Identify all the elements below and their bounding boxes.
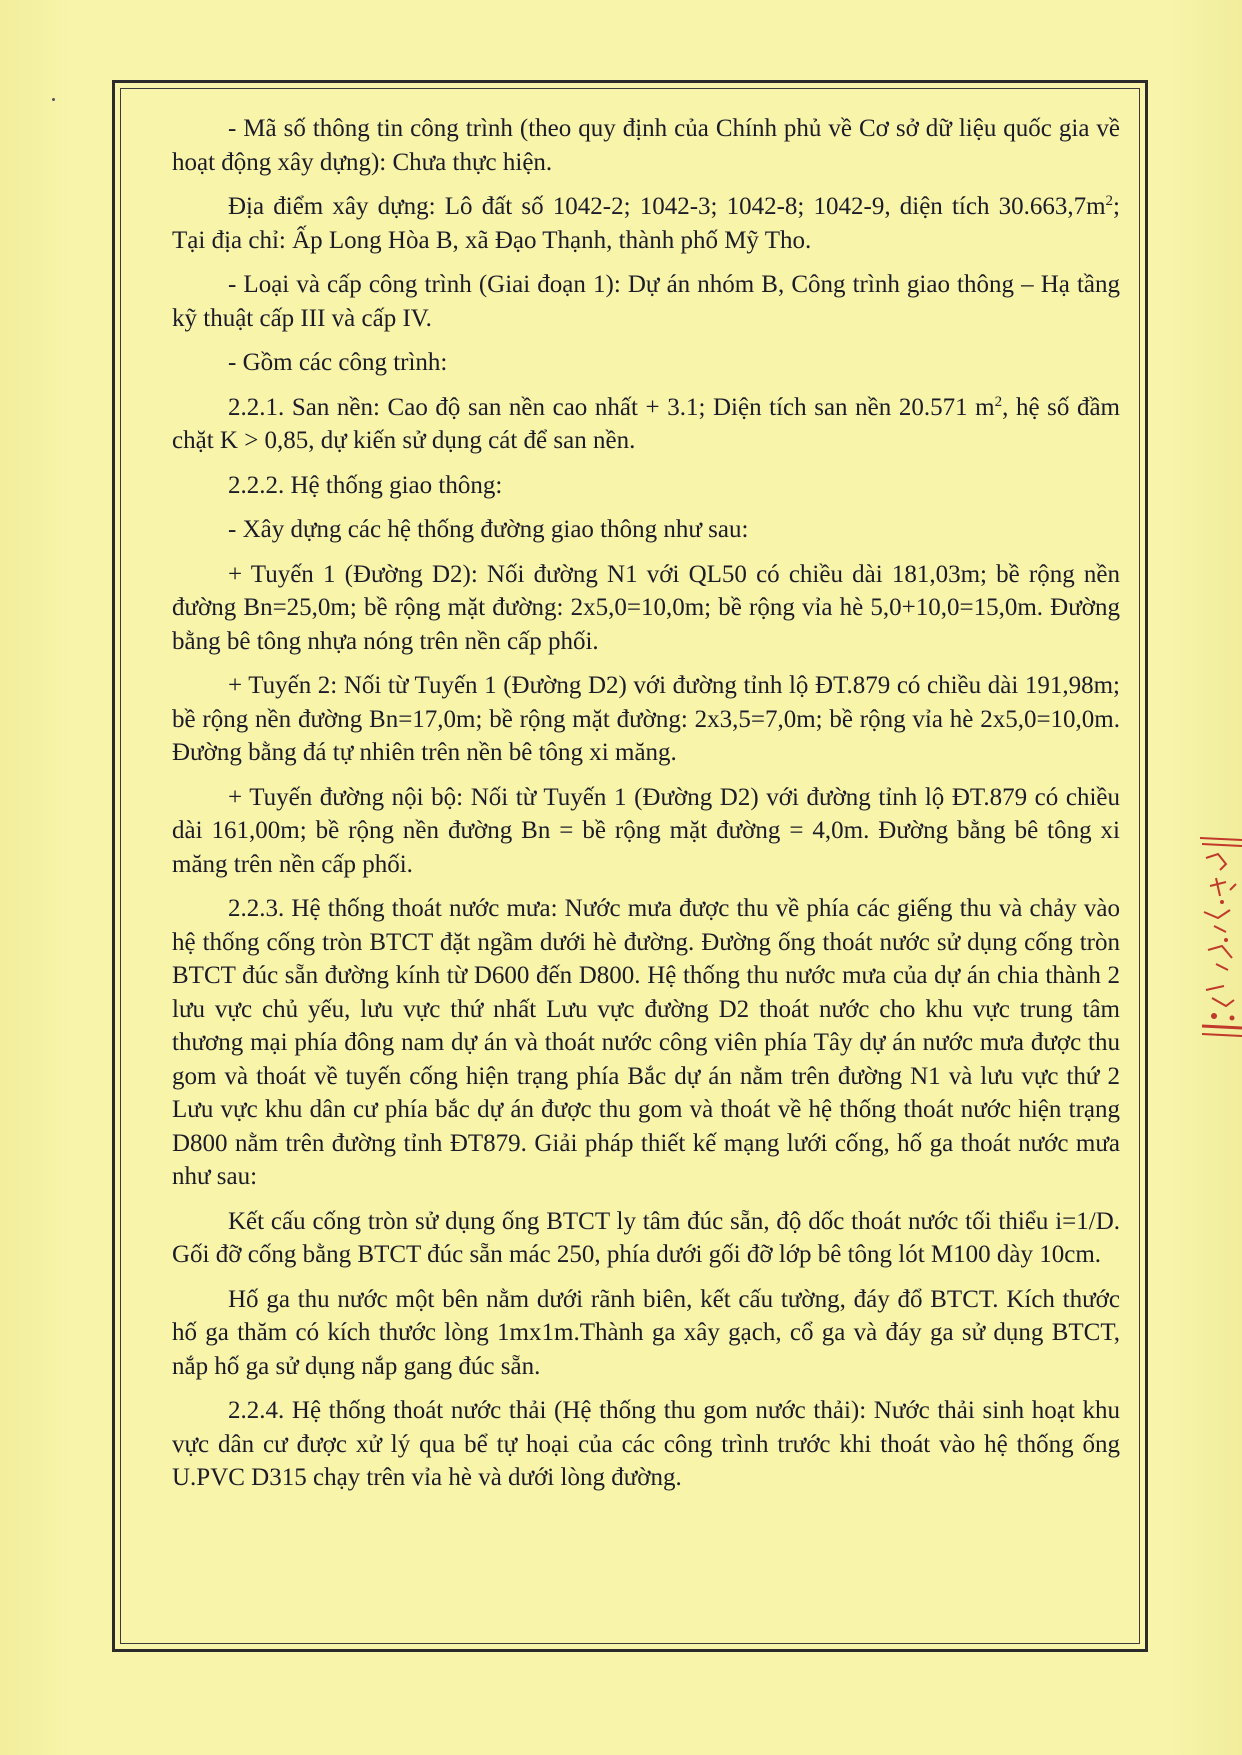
paragraph-project-code: - Mã số thông tin công trình (theo quy định của Chính phủ về Cơ sở dữ liệu quốc gia về hoạt động xây dựng): Chưa thực hiện. (172, 115, 1120, 176)
paper-speck (52, 98, 55, 101)
leveling-tail: , hệ số đầm chặt K > 0,85, dự kiến sử dụng cát để san nền. (172, 393, 1120, 454)
paragraph-project-type: - Loại và cấp công trình (Giai đoạn 1): Dự án nhóm B, Công trình giao thông – Hạ tầng kỹ thuật cấp III và cấp IV. (172, 271, 1120, 332)
paragraph-route-1: + Tuyến 1 (Đường D2): Nối đường N1 với QL50 có chiều dài 181,03m; bề rộng nền đường Bn=25,0m; bề rộng mặt đường: 2x5,0=10,0m; bề rộng vỉa hè 5,0+10,0=15,0m. Đường bằng bê tông nhựa nóng trên nền cấp phối. (172, 560, 1120, 655)
paragraph-route-2: + Tuyến 2: Nối từ Tuyến 1 (Đường D2) với đường tỉnh lộ ĐT.879 có chiều dài 191,98m; bề rộng nền đường Bn=17,0m; bề rộng mặt đường: 2x3,5=7,0m; bề rộng vỉa hè 2x5,0=10,0m. Đường bằng đá tự nhiên trên nền bê tông xi măng. (172, 672, 1120, 766)
paragraph-location (172, 190, 1120, 257)
seal-stamp-graphic (1196, 830, 1242, 1045)
paragraph-road-intro: - Xây dựng các hệ thống đường giao thông như sau: (228, 516, 749, 543)
paragraph-leveling (172, 391, 1120, 458)
paragraph-manhole: Hố ga thu nước một bên nằm dưới rãnh biên, kết cấu tường, đáy đổ BTCT. Kích thước hố ga thăm có kích thước lòng 1mx1m.Thành ga xây gạch, cổ ga và đáy ga sử dụng BTCT, nắp hố ga sử dụng nắp gang đúc sẵn. (172, 1285, 1120, 1380)
paragraph-internal-road: + Tuyến đường nội bộ: Nối từ Tuyến 1 (Đường D2) với đường tỉnh lộ ĐT.879 có chiều dài 161,00m; bề rộng nền đường Bn = bề rộng mặt đường = 4,0m. Đường bằng bê tông xi măng trên nền cấp phối. (172, 783, 1120, 878)
leveling-unit-superscript: 2 (994, 393, 1003, 410)
paragraph-culvert-structure: Kết cấu cống tròn sử dụng ống BTCT ly tâm đúc sẵn, độ dốc thoát nước tối thiểu i=1/D. Gối đỡ cống bằng BTCT đúc sẵn mác 250, phía dưới gối đỡ lớp bê tông lót M100 dày 10cm. (172, 1207, 1120, 1268)
heading-traffic-system: 2.2.2. Hệ thống giao thông: (228, 471, 503, 499)
red-seal-stamp (1196, 830, 1242, 1045)
leveling-text: 2.2.1. San nền: Cao độ san nền cao nhất + 3.1; Diện tích san nền 20.571 m (228, 393, 995, 421)
location-text: Địa điểm xây dựng: Lô đất số 1042-2; 1042-3; 1042-8; 1042-9, diện tích 30.663,7m (228, 193, 1106, 220)
location-address: ; Tại địa chỉ: Ấp Long Hòa B, xã Đạo Thạnh, thành phố Mỹ Tho. (172, 193, 1120, 254)
paragraph-wastewater: 2.2.4. Hệ thống thoát nước thải (Hệ thống thu gom nước thải): Nước thải sinh hoạt khu vực dân cư được xử lý qua bể tự hoại của các công trình trước khi thoát vào hệ thống ống U.PVC D315 chạy trên vỉa hè và dưới lòng đường. (172, 1397, 1120, 1491)
paragraph-works-list: - Gồm các công trình: (228, 349, 448, 376)
paragraph-rainwater-drainage: 2.2.3. Hệ thống thoát nước mưa: Nước mưa được thu về phía các giếng thu và chảy vào hệ thống cống tròn BTCT đặt ngầm dưới hè đường. Đường ống thoát nước sử dụng cống tròn BTCT đúc sẵn đường kính từ D600 đến D800. Hệ thống thu nước mưa của dự án chia thành 2 lưu vực chủ yếu, lưu vực thứ nhất Lưu vực đường D2 thoát nước cho khu vực trung tâm thương mại phía đông nam dự án và thoát nước công viên phía Tây dự án nước mưa được thu gom và thoát về tuyến cống hiện trạng phía Bắc dự án nằm trên đường N1 và lưu vực thứ 2 Lưu vực khu dân cư phía bắc dự án được thu gom và thoát về hệ thống thoát nước hiện trạng D800 nằm trên đường tỉnh ĐT879. Giải pháp thiết kế mạng lưới cống, hố ga thoát nước mưa như sau: (172, 895, 1120, 1190)
document-body (172, 112, 1120, 1506)
area-unit-superscript: 2 (1105, 193, 1114, 209)
